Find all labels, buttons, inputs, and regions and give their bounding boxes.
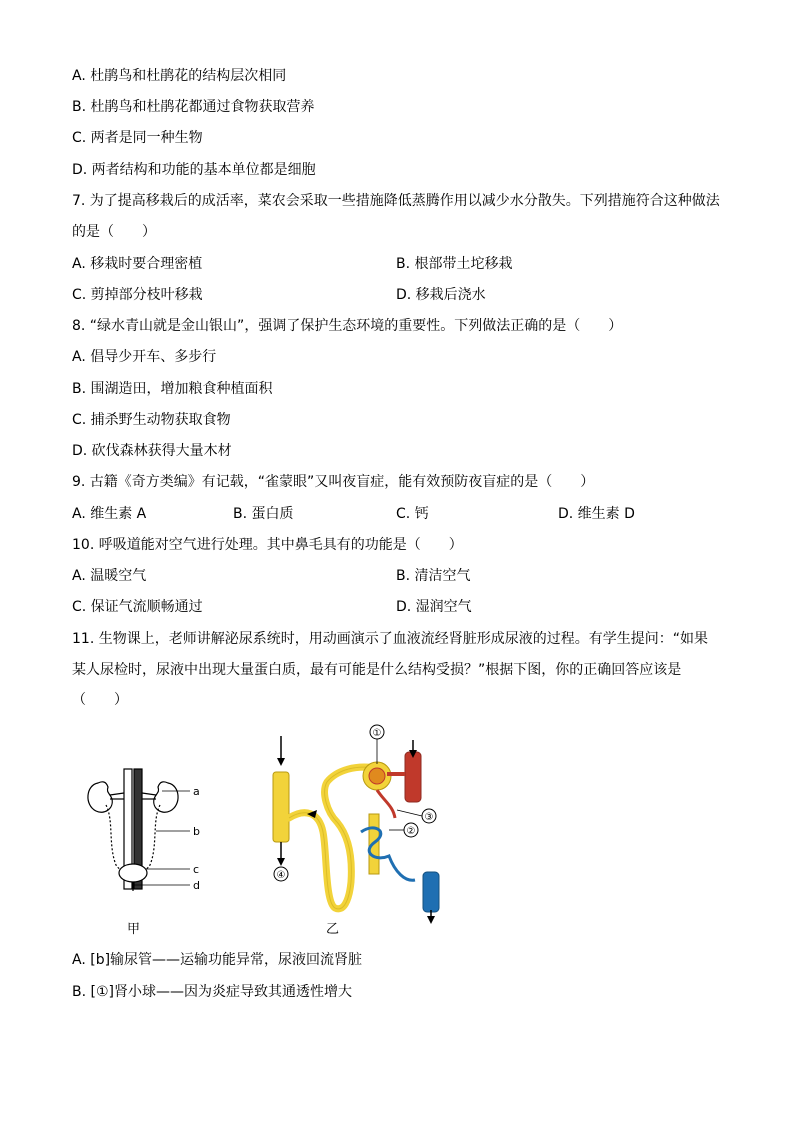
q7-option-a: A. 移栽时要合理密植 [72, 256, 203, 272]
q9-option-d: D. 维生素 D [558, 506, 635, 522]
q8-stem: 8. “绿水青山就是金山银山”，强调了保护生态环境的重要性。下列做法正确的是（ ） [72, 318, 623, 334]
q9-option-a: A. 维生素 A [72, 506, 147, 522]
q9-option-b: B. 蛋白质 [233, 506, 294, 522]
q11-option-b: B. [①]肾小球——因为炎症导致其通透性增大 [72, 984, 352, 1000]
q11-stem-line2: 某人尿检时，尿液中出现大量蛋白质，最有可能是什么结构受损？”根据下图，你的正确回答应该是 [72, 662, 682, 678]
label-3: ③ [424, 812, 434, 823]
q7-option-d: D. 移栽后浇水 [396, 287, 486, 303]
label-4: ④ [276, 870, 286, 881]
q10-option-c: C. 保证气流顺畅通过 [72, 599, 203, 615]
label-1: ① [372, 728, 382, 739]
q8-option-d: D. 砍伐森林获得大量木材 [72, 443, 232, 459]
q8-option-b: B. 围湖造田，增加粮食种植面积 [72, 381, 273, 397]
q10-option-b: B. 清洁空气 [396, 568, 471, 584]
label-2: ② [406, 826, 416, 837]
q8-option-c: C. 捕杀野生动物获取食物 [72, 412, 231, 428]
q8-option-a: A. 倡导少开车、多步行 [72, 349, 217, 365]
q6-option-c: C. 两者是同一种生物 [72, 130, 203, 146]
q11-option-a: A. [b]输尿管——运输功能异常，尿液回流肾脏 [72, 952, 363, 968]
q11-stem-line3: （ ） [72, 692, 128, 708]
q7-option-b: B. 根部带土坨移栽 [396, 256, 513, 272]
q6-option-d: D. 两者结构和功能的基本单位都是细胞 [72, 162, 316, 178]
q10-option-a: A. 温暖空气 [72, 568, 147, 584]
label-b: b [193, 825, 200, 838]
q9-stem: 9. 古籍《奇方类编》有记载，“雀蒙眼”又叫夜盲症，能有效预防夜盲症的是（ ） [72, 474, 595, 490]
q6-option-a: A. 杜鹃鸟和杜鹃花的结构层次相同 [72, 68, 287, 84]
label-a: a [193, 785, 200, 798]
nephron-diagram [265, 722, 450, 927]
figure-b-caption: 乙 [326, 922, 340, 937]
q6-option-b: B. 杜鹃鸟和杜鹃花都通过食物获取营养 [72, 99, 315, 115]
q10-stem: 10. 呼吸道能对空气进行处理。其中鼻毛具有的功能是（ ） [72, 537, 463, 553]
q11-stem-line1: 11. 生物课上，老师讲解泌尿系统时，用动画演示了血液流经肾脏形成尿液的过程。有学生提问：“如果 [72, 631, 708, 647]
label-d: d [193, 879, 200, 892]
figure-a-caption: 甲 [127, 922, 141, 937]
label-c: c [193, 863, 200, 876]
q9-option-c: C. 钙 [396, 506, 429, 522]
urinary-system-diagram [80, 765, 220, 895]
q7-option-c: C. 剪掉部分枝叶移栽 [72, 287, 203, 303]
q7-stem-line2: 的是（ ） [72, 224, 156, 240]
q7-stem-line1: 7. 为了提高移栽后的成活率，菜农会采取一些措施降低蒸腾作用以减少水分散失。下列措施符合这种做法 [72, 193, 720, 209]
q10-option-d: D. 湿润空气 [396, 599, 472, 615]
